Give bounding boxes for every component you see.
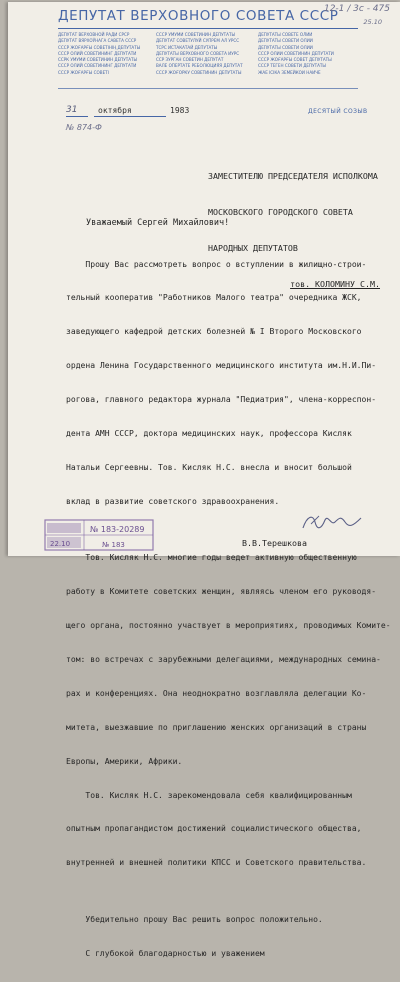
- addressee-line-3: НАРОДНЫХ ДЕПУТАТОВ: [208, 243, 298, 253]
- body-line: опытным пропагандистом достижений социалистического общества,: [66, 824, 362, 834]
- letterhead-title: ДЕПУТАТ ВЕРХОВНОГО СОВЕТА СССР: [58, 8, 339, 24]
- handwritten-registration-date: 25.10: [363, 18, 382, 26]
- body-line: вклад в развитие советского здравоохранения.: [66, 496, 280, 506]
- date-month-underline: [94, 116, 166, 117]
- letterhead-rule: [58, 28, 358, 29]
- body-line: С глубокой благодарностью и уважением: [66, 948, 265, 958]
- addressee-line-1: ЗАМЕСТИТЕЛЮ ПРЕДСЕДАТЕЛЯ ИСПОЛКОМА: [208, 171, 378, 181]
- body-line: Европы, Америки, Африки.: [66, 756, 183, 766]
- date-year: 1983: [170, 106, 190, 115]
- letterhead-multilingual-column-1: ДЕПУТАТ ВЕРХОВНОЙ РАДИ СРСР ДЕПУТАТ ВЯРХОЎНАГА САВЕТА СССР СССР ЖОҒАРҒЫ СОВЕТІНІҢ ДЕПУТАТЫ СССР ОЛИЙ СОВЕТИНИНГ ДЕПУТАТИ ССРК УМУМИ СОВЕТИНИН ДЕПУТАТЫ СССР ОЛИЙ СОВЕТИНИНГ ДЕПУТАТИ СССР ЖОҒАРҒЫ СОВЕТІ: [58, 32, 141, 75]
- date-day-underline: [66, 116, 88, 117]
- letterhead-bottom-rule: [58, 88, 358, 89]
- convocation-label: ДЕСЯТЫЙ СОЗЫВ: [308, 108, 368, 115]
- handwritten-signature: [301, 510, 363, 534]
- salutation: Уважаемый Сергей Михайлович!: [86, 218, 230, 228]
- body-line: Тов. Кисляк Н.С. многие годы ведет активную общественную: [66, 553, 357, 563]
- body-line: дента АМН СССР, доктора медицинских наук, профессора Кисляк: [66, 429, 352, 439]
- handwritten-outgoing-number: № 874-Ф: [66, 123, 102, 132]
- body-line: внутренней и внешней политики КПСС и Советского правительства.: [66, 858, 367, 868]
- letter-sheet: [8, 2, 400, 958]
- body-line: Прошу Вас рассмотреть вопрос о вступлении в жилищно-строи-: [66, 259, 367, 269]
- registration-stamp: [44, 518, 156, 552]
- date-month: октября: [98, 106, 132, 115]
- letterhead-multilingual-column-3: ДЕПУТАТЫ СОВЕТЕ ОЛИИ ДЕПУТАТЫ СОВЕТИ ОЛИИ ДЕПУТАТЫ СОВЕТИ ОЛИИ СССР ОЛИИ СОВЕТИНИН ДЕПУТАТИ СССР ЖОҒАРҒЫ СОВЕТ ДЕПУТАТЫ СССР ТЕГЕН СОВЕТИ ДЕПУТАТЫ ЖАЕ ІСІКА ЗЕМЕЙКОИ НАИЧЕ: [258, 32, 334, 75]
- body-line: Убедительно прошу Вас решить вопрос положительно.: [66, 914, 323, 924]
- body-line: Натальи Сергеевны. Тов. Кисляк Н.С. внесла и вносит большой: [66, 462, 352, 472]
- letterhead-multilingual-column-2: СССР УМУМИ СОВЕТИНИН ДЕПУТАТЫ ДЕПУТАТ СОВЕТУЛУЙ СУПРЕМ АЛ УРСС ТСРС ИСТАКАТАЙ ДЕПУТАТЫ ДЕПУТАТЫ ВЕРХОВНОГО СОВЕТА ИУРС ССР ЗУРГАН СОВЕТИН ДЕПУТАТ ВАЛЕ ОПЕРТАТЕ РЕБОЛЮЦИЯЯ ДЕПУТАТ СССР ЖОҒОРКУ СОВЕТИНИН ДЕПУТАТЫ: [156, 32, 243, 75]
- body-line: заведующего кафедрой детских болезней № I Второго Московского: [66, 327, 362, 337]
- handwritten-registration-note: 12-1 / 3c - 475: [323, 4, 390, 14]
- signatory-name: В.В.Терешкова: [242, 538, 307, 548]
- date-day: 31: [66, 105, 78, 115]
- stamp-number: № 183-20289: [90, 525, 145, 534]
- body-line: ордена Ленина Государственного медицинского института им.Н.И.Пи-: [66, 361, 377, 371]
- body-line: митета, выезжавшие по приглашению женских организаций в страны: [66, 722, 367, 732]
- body-line: том: во встречах с зарубежными делегациями, международных семина-: [66, 654, 381, 664]
- addressee-name: тов. КОЛОМИНУ С.М.: [290, 279, 380, 289]
- body-line: щего органа, постоянно участвует в мероприятиях, проводимых Комите-: [66, 621, 391, 631]
- body-line: работу в Комитете советских женщин, являясь членом его руководя-: [66, 587, 377, 597]
- stamp-date: 22.10: [50, 540, 71, 548]
- body-line: Тов. Кисляк Н.С. зарекомендовала себя квалифицированным: [66, 790, 352, 800]
- addressee-line-2: МОСКОВСКОГО ГОРОДСКОГО СОВЕТА: [208, 207, 353, 217]
- body-line: рогова, главного редактора журнала "Педиатрия", члена-корреспон-: [66, 395, 377, 405]
- letter-body: [66, 236, 391, 982]
- body-line: рах и конференциях. Она неоднократно возглавляла делегации Ко-: [66, 688, 367, 698]
- stamp-secondary-number: № 183: [102, 541, 125, 549]
- body-line: тельный кооператив "Работников Малого театра" очередника ЖСК,: [66, 293, 362, 303]
